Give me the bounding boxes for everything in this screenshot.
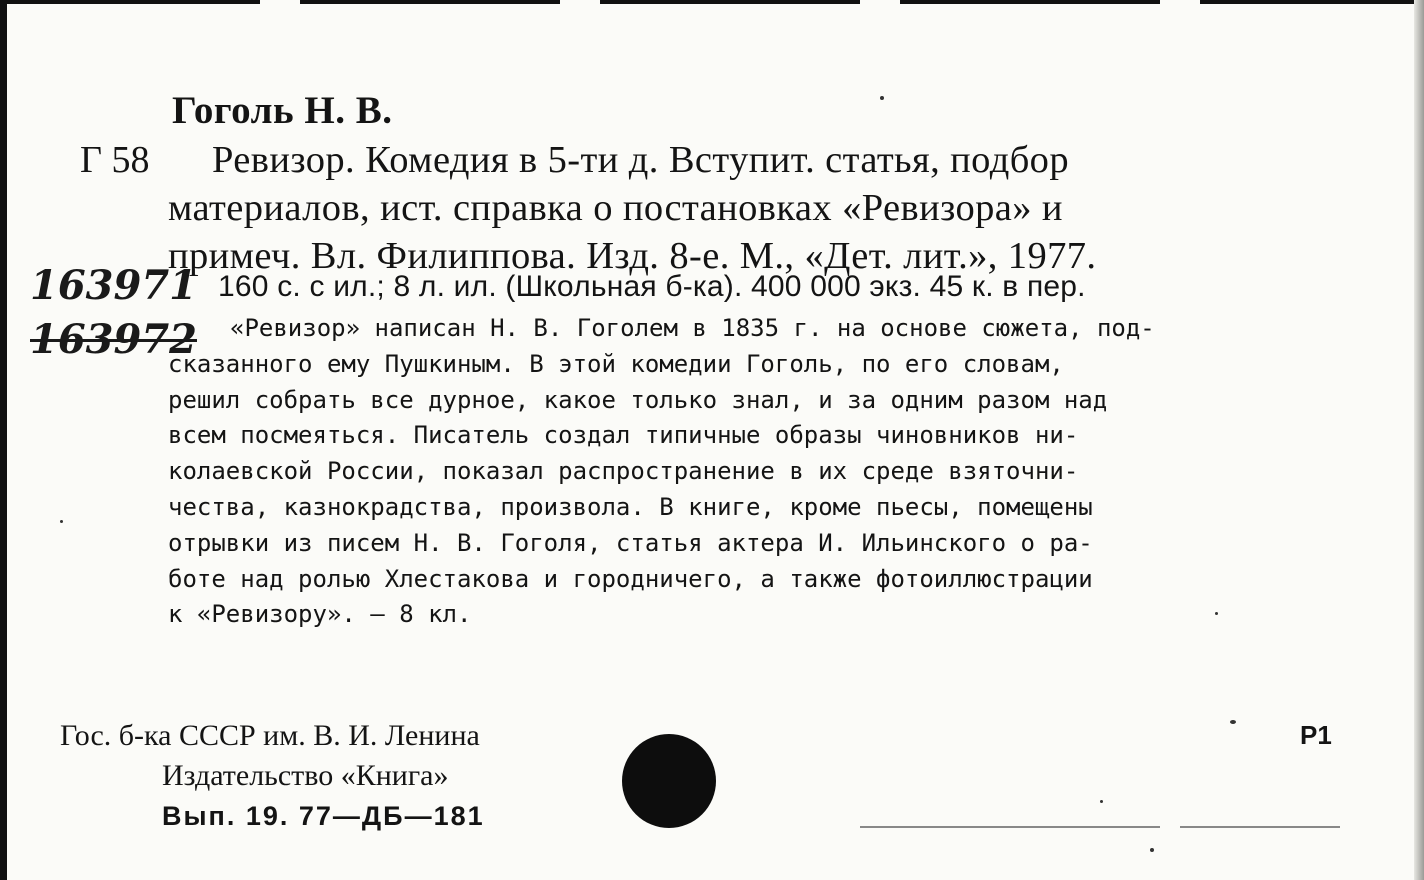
card-left-edge xyxy=(0,0,7,880)
author-heading: Гоголь Н. В. xyxy=(172,89,393,132)
annotation-line: к «Ревизору». — 8 кл. xyxy=(168,600,472,629)
scan-speck xyxy=(1215,612,1218,615)
card-right-edge xyxy=(1414,0,1424,880)
scan-speck xyxy=(1100,800,1103,803)
card-footer xyxy=(60,716,485,836)
annotation-line: решил собрать все дурное, какое только знал, и за одним разом над xyxy=(168,385,1108,414)
rubric-code: Р1 xyxy=(1300,720,1332,750)
bib-line: материалов, ист. справка о постановках «Ревизора» и xyxy=(168,187,1063,229)
scan-speck xyxy=(880,96,884,100)
footer-library: Гос. б-ка СССР им. В. И. Ленина xyxy=(60,719,480,752)
annotation-line: чества, казнокрадства, произвола. В книге, кроме пьесы, помещены xyxy=(168,492,1093,521)
scan-streak xyxy=(1180,826,1340,828)
annotation-line: всем посмеяться. Писатель создал типичные образы чиновников ни- xyxy=(168,421,1079,450)
annotation-line: отрывки из писем Н. В. Гоголя, статья актера И. Ильинского о ра- xyxy=(168,528,1093,557)
bibliographic-description xyxy=(168,136,1340,280)
inventory-number-handwritten: 163971 xyxy=(30,262,197,309)
bib-line: Ревизор. Комедия в 5-ти д. Вступит. статья, подбор xyxy=(212,139,1069,181)
annotation-line: колаевской России, показал распространение в их среде взяточни- xyxy=(168,457,1079,486)
footer-batch: Вып. 19. 77—ДБ—181 xyxy=(162,801,485,831)
call-number: Г 58 xyxy=(80,139,150,181)
scan-speck xyxy=(1230,720,1236,724)
inventory-number-handwritten-struck: 163972 xyxy=(30,316,197,363)
card-top-edge xyxy=(0,0,1424,4)
scan-speck xyxy=(1150,848,1154,852)
annotation-line: боте над ролью Хлестакова и городничего, а также фотоиллюстрации xyxy=(168,564,1093,593)
bib-line: примеч. Вл. Филиппова. Изд. 8-е. М., «Дет. лит.», 1977. xyxy=(168,235,1097,277)
annotation xyxy=(168,311,1348,633)
punch-hole xyxy=(622,734,716,828)
scan-streak xyxy=(860,826,1160,828)
collation: 160 с. с ил.; 8 л. ил. (Школьная б-ка). 400 000 экз. 45 к. в пер. xyxy=(218,270,1086,303)
annotation-line: «Ревизор» написан Н. В. Гоголем в 1835 г. на основе сюжета, под- xyxy=(230,314,1155,342)
scan-speck xyxy=(60,520,63,523)
footer-publisher: Издательство «Книга» xyxy=(162,759,449,792)
annotation-line: сказанного ему Пушкиным. В этой комедии Гоголь, по его словам, xyxy=(168,349,1064,378)
